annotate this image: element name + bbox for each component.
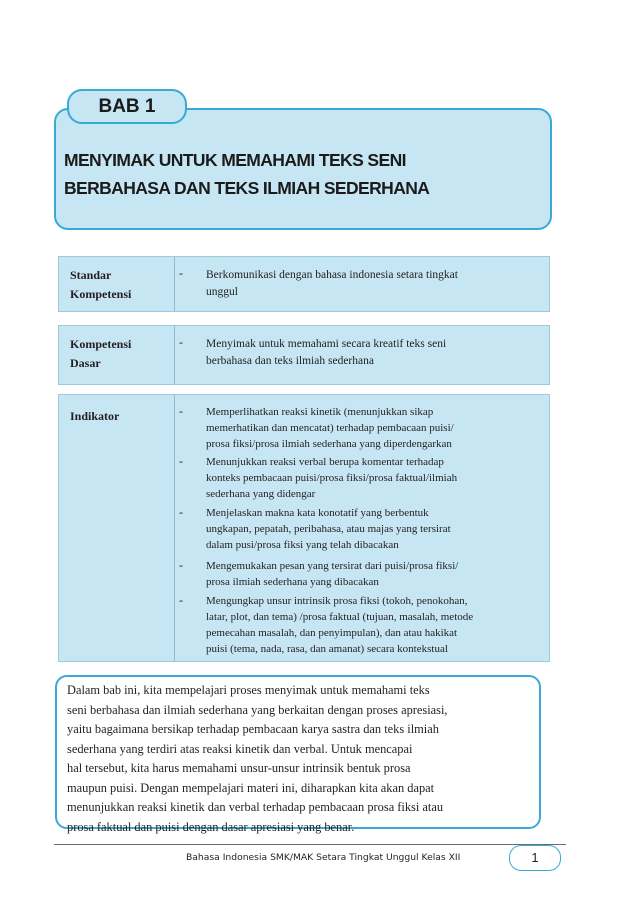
indikator-text <box>206 593 536 657</box>
indikator-text <box>206 558 536 590</box>
footer-divider <box>54 844 566 845</box>
chapter-title-line: BERBAHASA DAN TEKS ILMIAH SEDERHANA <box>64 178 430 198</box>
dash-marker: - <box>179 558 183 572</box>
kompetensi-dasar-box <box>58 325 550 385</box>
chapter-summary-box <box>55 675 541 834</box>
chapter-summary-text <box>67 681 530 837</box>
summary-line: prosa faktual dan puisi dengan dasar apresiasi yang benar. <box>67 819 355 834</box>
standar-kompetensi-value <box>206 267 536 301</box>
summary-line: Dalam bab ini, kita mempelajari proses menyimak untuk memahami teks <box>67 683 430 697</box>
text-line: memerhatikan dan mencatat) terhadap pembacaan puisi/ <box>206 422 454 434</box>
kompetensi-dasar-value <box>206 336 536 370</box>
key-column <box>59 395 175 661</box>
indikator-text <box>206 454 536 502</box>
indikator-label: Indikator <box>70 409 120 423</box>
standar-kompetensi-box <box>58 256 550 312</box>
text-line: latar, plot, dan tema) /prosa faktual (tujuan, masalah, metode <box>206 611 474 623</box>
text-line: konteks pembacaan puisi/prosa fiksi/prosa faktual/ilmiah <box>206 472 458 484</box>
indikator-box <box>58 394 550 662</box>
text-line: pemecahan masalah, dan penyimpulan), dan atau hakikat <box>206 627 458 639</box>
chapter-title <box>64 146 534 202</box>
text-line: Menjelaskan makna kata konotatif yang berbentuk <box>206 507 429 519</box>
text-line: sederhana yang didengar <box>206 488 316 500</box>
dash-marker: - <box>179 505 183 519</box>
summary-line: menunjukkan reaksi kinetik dan verbal terhadap pembacaan prosa fiksi atau <box>67 800 444 814</box>
text-line: prosa fiksi/prosa ilmiah sederhana yang diperdengarkan <box>206 438 452 450</box>
summary-line: yaitu bagaimana bersikap terhadap pembacaan karya sastra dan teks ilmiah <box>67 722 439 736</box>
dash-marker: - <box>179 593 183 607</box>
value-line: Menyimak untuk memahami secara kreatif teks seni <box>206 338 447 350</box>
summary-line: seni berbahasa dan ilmiah sederhana yang berkaitan dengan proses apresiasi, <box>67 702 448 717</box>
text-line: Mengungkap unsur intrinsik prosa fiksi (tokoh, penokohan, <box>206 595 468 607</box>
key-line: Dasar <box>70 356 101 370</box>
chapter-title-line: MENYIMAK UNTUK MEMAHAMI TEKS SENI <box>64 150 406 170</box>
key-line: Standar <box>70 268 112 282</box>
dash-marker: - <box>179 335 183 349</box>
kompetensi-dasar-label <box>70 335 131 373</box>
footer-book-title: Bahasa Indonesia SMK/MAK Setara Tingkat Unggul Kelas XII <box>186 852 461 863</box>
value-line: unggul <box>206 286 238 298</box>
standar-kompetensi-label <box>70 266 131 304</box>
text-line: Mengemukakan pesan yang tersirat dari puisi/prosa fiksi/ <box>206 560 459 572</box>
summary-line: sederhana yang terdiri atas reaksi kinetik dan verbal. Untuk mencapai <box>67 741 413 756</box>
text-line: Menunjukkan reaksi verbal berupa komentar terhadap <box>206 456 444 468</box>
dash-marker: - <box>179 404 183 418</box>
value-line: berbahasa dan teks ilmiah sederhana <box>206 355 374 367</box>
indikator-text <box>206 404 536 452</box>
text-line: ungkapan, pepatah, peribahasa, atau majas yang tersirat <box>206 523 451 535</box>
summary-line: hal tersebut, kita harus memahami unsur-unsur intrinsik bentuk prosa <box>67 761 411 775</box>
text-line: puisi (tema, nada, rasa, dan amanat) secara kontekstual <box>206 643 448 655</box>
dash-marker: - <box>179 266 183 280</box>
indikator-text <box>206 505 536 553</box>
text-line: Memperlihatkan reaksi kinetik (menunjukkan sikap <box>206 406 434 418</box>
summary-line: maupun puisi. Dengan mempelajari materi ini, diharapkan kita akan dapat <box>67 780 435 795</box>
key-line: Kompetensi <box>70 337 132 351</box>
chapter-label: BAB 1 <box>67 89 187 124</box>
dash-marker: - <box>179 454 183 468</box>
page-number: 1 <box>509 845 561 871</box>
key-line: Kompetensi <box>70 287 132 301</box>
text-line: dalam pusi/prosa fiksi yang telah dibacakan <box>206 539 399 551</box>
text-line: prosa ilmiah sederhana yang dibacakan <box>206 576 379 588</box>
value-line: Berkomunikasi dengan bahasa indonesia setara tingkat <box>206 269 458 281</box>
